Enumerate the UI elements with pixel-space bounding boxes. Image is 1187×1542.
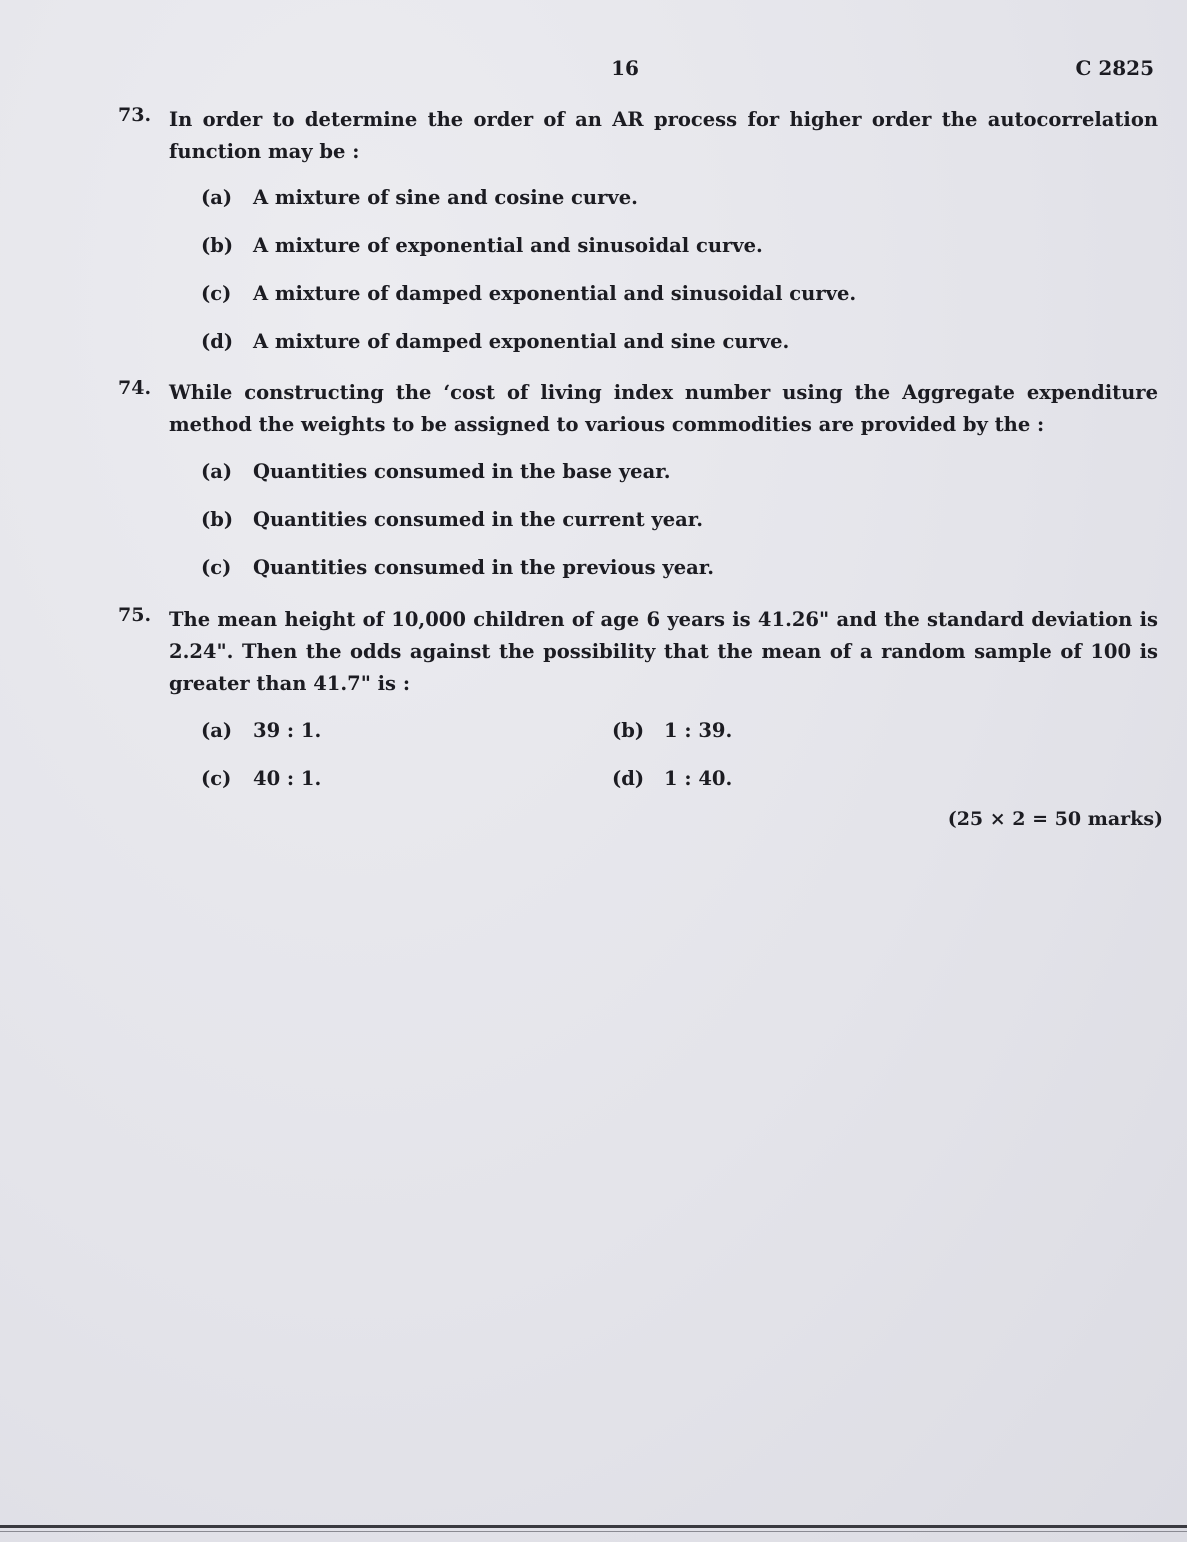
question-number: 73. (118, 104, 152, 126)
option-label: (b) (201, 234, 234, 257)
option-75-c (201, 767, 321, 790)
question-text: In order to determine the order of an AR process for higher order the autocorrelation function may be : (169, 108, 1158, 163)
option-text: Quantities consumed in the previous year. (253, 556, 715, 579)
option-label: (b) (612, 719, 645, 742)
question-text: The mean height of 10,000 children of age 6 years is 41.26" and the standard deviation is 2.24". Then the odds against the possibility that the mean of a random sample of 100 is greater than 41.7" is : (169, 608, 1158, 695)
option-74-b (201, 508, 703, 531)
question-75 (118, 604, 1158, 700)
question-text: While constructing the ‘cost of living index number using the Aggregate expenditure method the weights to be assigned to various commodities are provided by the : (169, 381, 1158, 436)
option-label: (a) (201, 186, 233, 209)
option-73-b (201, 234, 763, 257)
option-label: (c) (201, 556, 232, 579)
option-75-d (612, 767, 732, 790)
option-73-c (201, 282, 856, 305)
option-text: A mixture of sine and cosine curve. (253, 186, 638, 209)
option-text: Quantities consumed in the current year. (253, 508, 704, 531)
option-label: (c) (201, 767, 232, 790)
option-text: Quantities consumed in the base year. (253, 460, 671, 483)
option-73-d (201, 330, 789, 353)
question-number: 75. (118, 604, 152, 626)
option-text: A mixture of exponential and sinusoidal curve. (253, 234, 763, 257)
option-73-a (201, 186, 638, 209)
marks-note: (25 × 2 = 50 marks) (947, 808, 1163, 830)
option-label: (c) (201, 282, 232, 305)
option-text: 1 : 40. (664, 767, 733, 790)
option-text: A mixture of damped exponential and sinusoidal curve. (253, 282, 857, 305)
question-73 (118, 104, 1158, 168)
option-text: A mixture of damped exponential and sine curve. (253, 330, 790, 353)
option-74-a (201, 460, 671, 483)
option-75-a (201, 719, 321, 742)
option-label: (d) (612, 767, 645, 790)
question-74 (118, 377, 1158, 441)
question-number: 74. (118, 377, 152, 399)
option-74-c (201, 556, 714, 579)
option-label: (d) (201, 330, 234, 353)
option-text: 39 : 1. (253, 719, 322, 742)
option-text: 40 : 1. (253, 767, 322, 790)
bottom-divider-thin (0, 1531, 1187, 1532)
option-text: 1 : 39. (664, 719, 733, 742)
option-label: (b) (201, 508, 234, 531)
paper-code: C 2825 (1075, 56, 1154, 80)
page-number: 16 (611, 56, 639, 80)
option-label: (a) (201, 460, 233, 483)
option-75-b (612, 719, 732, 742)
option-label: (a) (201, 719, 233, 742)
bottom-divider (0, 1525, 1187, 1528)
